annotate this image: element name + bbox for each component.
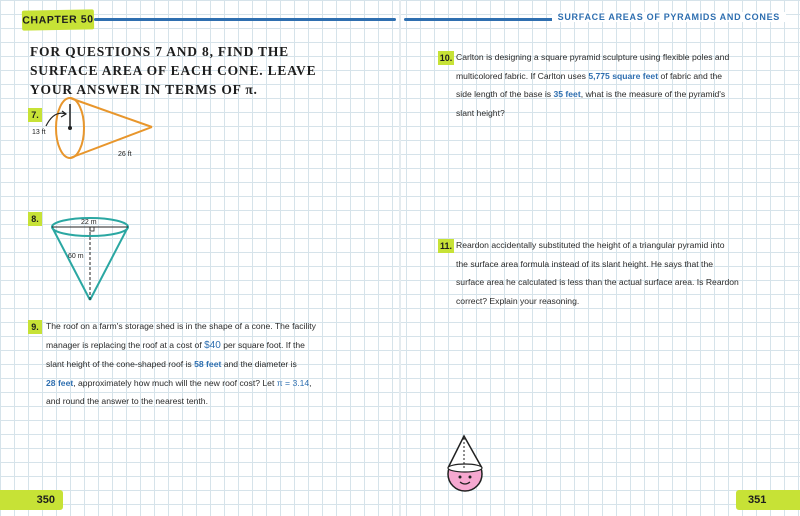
- page-fold: [399, 0, 401, 516]
- mascot-hat-rim: [448, 464, 482, 472]
- q10-line-3b: , what is the measure of the pyramid's: [580, 89, 726, 99]
- q9-slant: 58 feet: [194, 359, 222, 369]
- q9-line-3b: and the diameter is: [221, 359, 297, 369]
- q9-diameter: 28 feet: [46, 377, 74, 388]
- question-11-number: 11.: [439, 241, 452, 251]
- question-10-number: 10.: [439, 53, 453, 63]
- q7-center-dot: [68, 126, 72, 130]
- q9-pi: π = 3.14: [276, 377, 310, 388]
- mascot-eye-left: [459, 476, 462, 479]
- question-8-number: 8.: [28, 212, 42, 226]
- q9-line-5: and round the answer to the nearest tenth.: [46, 396, 208, 406]
- question-9-number: 9.: [28, 320, 42, 334]
- q8-height-label: 60 m: [68, 253, 84, 260]
- q9-line-2a: manager is replacing the roof at a cost of: [46, 339, 205, 350]
- q8-right-angle: [90, 227, 94, 231]
- q7-cone-figure: [28, 92, 168, 170]
- q10-line-2: [456, 67, 786, 86]
- q10-line-3a: side length of the base is: [456, 89, 554, 99]
- q9-line-4a: , approximately how much will the new roof cost? Let: [73, 377, 277, 388]
- q7-arrow-head: [61, 111, 66, 117]
- q10-line-1: Carlton is designing a square pyramid sculpture using flexible poles and: [456, 52, 730, 62]
- q10-side: 35 feet: [553, 89, 581, 99]
- question-11-text: [456, 236, 786, 310]
- q9-line-4b: ,: [309, 377, 312, 388]
- instructions: FOR QUESTIONS 7 AND 8, FIND THE SURFACE AREA OF EACH CONE. LEAVE YOUR ANSWER IN TERMS OF π.: [30, 44, 317, 97]
- q8-cone-edge-right: [90, 227, 128, 300]
- q7-radius-label: 13 ft: [32, 129, 46, 136]
- q11-line-1: Reardon accidentally substituted the height of a triangular pyramid into: [456, 240, 725, 250]
- q9-line-3: [46, 355, 376, 374]
- q7-slant-label: 26 ft: [118, 151, 132, 158]
- q9-line-3a: slant height of the cone-shaped roof is: [46, 359, 195, 369]
- q9-line-4: [46, 374, 376, 393]
- q11-line-3: surface area he calculated is less than the actual surface area. Is Reardon: [456, 277, 739, 287]
- q11-line-2: the surface area formula instead of its slant height. He says that the: [456, 258, 713, 269]
- q10-line-2b: of fabric and the: [658, 70, 723, 81]
- mascot-eye-right: [469, 476, 472, 479]
- section-title: SURFACE AREAS OF PYRAMIDS AND CONES: [552, 12, 786, 22]
- q8-cone-edge-left: [52, 227, 90, 300]
- mascot-cone-hat: [448, 436, 482, 468]
- question-7-number: 7.: [28, 108, 42, 122]
- q10-line-2a: multicolored fabric. If Carlton uses: [456, 70, 589, 81]
- q10-line-4: slant height?: [456, 107, 505, 118]
- q9-line-1: The roof on a farm's storage shed is in the shape of a cone. The facility: [46, 321, 316, 331]
- q10-area: 5,775 square feet: [588, 70, 659, 81]
- page-number-left: 350: [0, 490, 63, 510]
- chapter-tag: CHAPTER 50: [22, 9, 94, 30]
- question-9-text: [46, 317, 376, 411]
- page-number-right: 351: [736, 490, 800, 510]
- cone-mascot-illustration: [440, 432, 490, 496]
- q9-line-2: [46, 336, 376, 356]
- q8-cone-figure: [48, 210, 138, 305]
- question-10-text: [456, 48, 786, 122]
- q9-line-2b: per square foot. If the: [220, 339, 305, 350]
- q8-diameter-label: 22 m: [81, 219, 97, 226]
- q11-line-4: correct? Explain your reasoning.: [456, 295, 580, 306]
- q10-line-3: [456, 85, 786, 104]
- header-rule-left: [94, 18, 396, 21]
- q9-cost: $40: [204, 339, 221, 351]
